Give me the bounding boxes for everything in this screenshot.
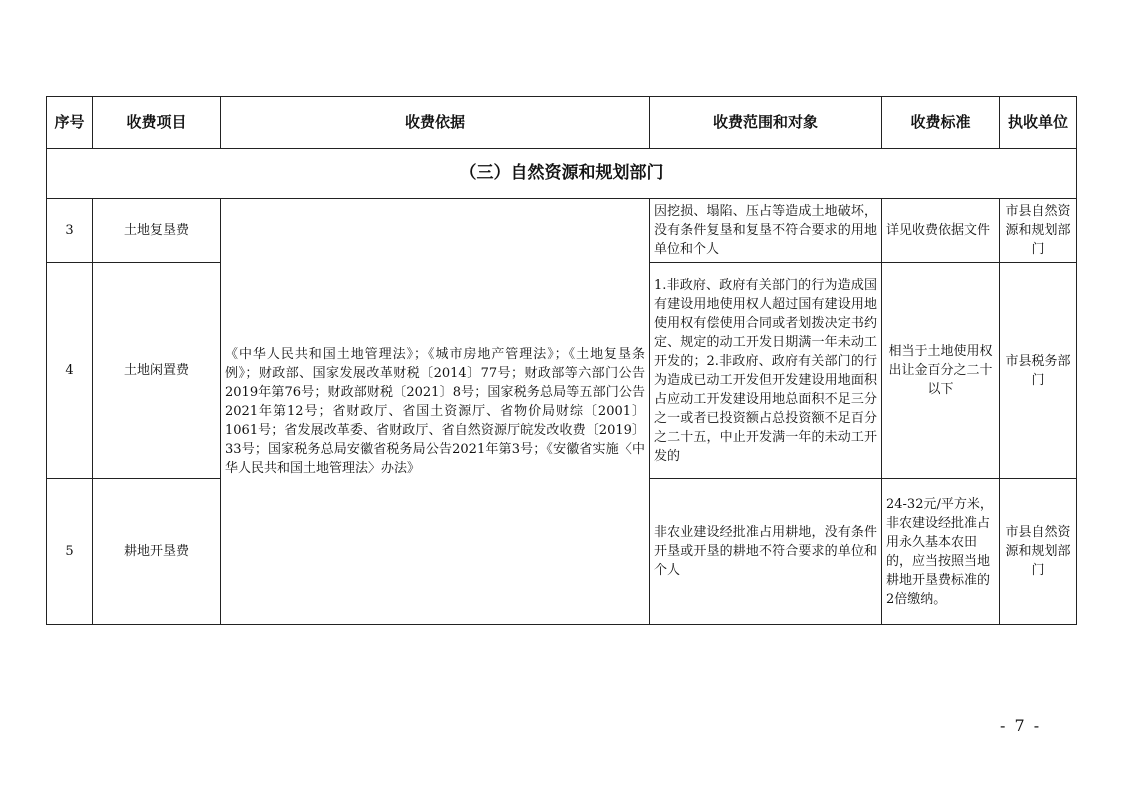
row-unit: 市县自然资源和规划部门 (1000, 199, 1077, 263)
row-item: 土地复垦费 (93, 199, 221, 263)
row-scope: 1.非政府、政府有关部门的行为造成国有建设用地使用权人超过国有建设用地使用权有偿使用合同或者划拨决定书约定、规定的动工开发日期满一年未动工开发的；2.非政府、政府有关部门的行为造成已动工开发但开发建设用地面积占应动工开发建设用地总面积不足三分之一或者已投资额占总投资额不足百分之二十五，中止开发满一年的未动工开发的 (650, 263, 882, 479)
row-basis: 《中华人民共和国土地管理法》；《城市房地产管理法》；《土地复垦条例》；财政部、国家发展改革财税〔2014〕77号；财政部等六部门公告2019年第76号；财政部财税〔2021〕8号；国家税务总局等五部门公告2021年第12号；省财政厅、省国土资源厅、省物价局财综〔2001〕1061号；省发展改革委、省财政厅、省自然资源厅皖发改收费〔2019〕33号；国家税务总局安徽省税务局公告2021年第3号；《安徽省实施〈中华人民共和国土地管理法〉办法》 (221, 199, 650, 625)
header-unit: 执收单位 (1000, 97, 1077, 149)
table-header-row (47, 97, 1077, 149)
header-no: 序号 (47, 97, 93, 149)
row-unit: 市县税务部门 (1000, 263, 1077, 479)
row-standard: 详见收费依据文件 (882, 199, 1000, 263)
row-no: 3 (47, 199, 93, 263)
row-no: 4 (47, 263, 93, 479)
section-row (47, 149, 1077, 199)
row-no: 5 (47, 479, 93, 625)
fee-table (46, 96, 1077, 625)
header-item: 收费项目 (93, 97, 221, 149)
page-number: - 7 - (1000, 716, 1042, 735)
row-scope: 因挖损、塌陷、压占等造成土地破坏，没有条件复垦和复垦不符合要求的用地单位和个人 (650, 199, 882, 263)
row-standard: 24-32元/平方米，非农建设经批准占用永久基本农田的，应当按照当地耕地开垦费标准的 2倍缴纳。 (882, 479, 1000, 625)
row-item: 土地闲置费 (93, 263, 221, 479)
header-standard: 收费标准 (882, 97, 1000, 149)
section-title: （三）自然资源和规划部门 (47, 149, 1077, 199)
row-unit: 市县自然资源和规划部门 (1000, 479, 1077, 625)
row-item: 耕地开垦费 (93, 479, 221, 625)
header-basis: 收费依据 (221, 97, 650, 149)
table-row (47, 199, 1077, 263)
row-standard: 相当于土地使用权出让金百分之二十以下 (882, 263, 1000, 479)
header-scope: 收费范围和对象 (650, 97, 882, 149)
row-scope: 非农业建设经批准占用耕地，没有条件开垦或开垦的耕地不符合要求的单位和个人 (650, 479, 882, 625)
